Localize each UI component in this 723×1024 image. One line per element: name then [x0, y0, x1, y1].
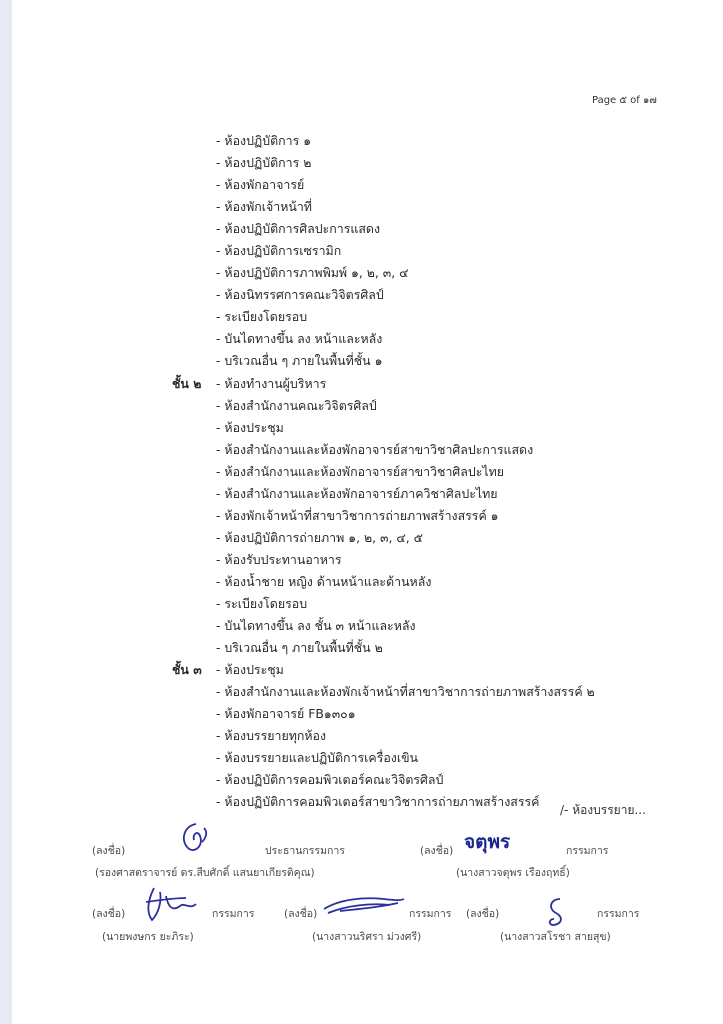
list-item [172, 593, 692, 615]
list-item [172, 306, 692, 328]
room-item: - ห้องปฏิบัติการ ๑ [216, 133, 312, 148]
room-item: - ห้องปฏิบัติการคอมพิวเตอร์คณะวิจิตรศิลป์ [216, 772, 444, 788]
room-item: - ห้องปฏิบัติการภาพพิมพ์ ๑, ๒, ๓, ๔ [216, 265, 409, 281]
room-item: - ห้องปฏิบัติการเซรามิก [216, 243, 342, 259]
room-item: - ระเบียงโดยรอบ [216, 595, 308, 611]
room-item: - ห้องประชุม [216, 662, 284, 678]
room-item: - ห้องบรรยายทุกห้อง [216, 728, 327, 744]
room-item: - บริเวณอื่น ๆ ภายในพื้นที่ชั้น ๒ [216, 640, 383, 656]
list-item [172, 284, 692, 306]
room-item: - ห้องบรรยายและปฏิบัติการเครื่องเขิน [216, 750, 419, 766]
room-item: - ห้องปฏิบัติการ ๒ [216, 155, 312, 171]
list-item [172, 461, 692, 483]
list-item [172, 130, 692, 152]
room-item: - ห้องสำนักงานและห้องพักอาจารย์สาขาวิชาศิลปะการแสดง [216, 441, 534, 457]
floor-label: ชั้น ๓ [172, 662, 202, 678]
room-item: - ห้องปฏิบัติการศิลปะการแสดง [216, 221, 381, 237]
member1-role: กรรมการ [566, 845, 609, 857]
list-item [172, 174, 692, 196]
chair-role: ประธานกรรมการ [265, 845, 345, 857]
member3-role: กรรมการ [409, 908, 452, 920]
room-item: - ห้องนิทรรศการคณะวิจิตรศิลป์ [216, 287, 384, 303]
chair-signature [174, 818, 214, 860]
sign-label-member1: (ลงชื่อ) [420, 845, 454, 857]
list-item [172, 439, 692, 461]
list-item [172, 196, 692, 218]
continuation-text: /- ห้องบรรยาย... [560, 803, 646, 817]
list-item [172, 659, 692, 681]
list-item [172, 350, 692, 372]
room-item: - ห้องสำนักงานและห้องพักเจ้าหน้าที่สาขาวิชาการถ่ายภาพสร้างสรรค์ ๒ [216, 684, 595, 700]
list-item [172, 637, 692, 659]
list-item [172, 571, 692, 593]
member2-name: (นายพงษกร ยะภิระ) [102, 931, 194, 943]
room-item: - ห้องปฏิบัติการคอมพิวเตอร์สาขาวิชาการถ่ายภาพสร้างสรรค์ [216, 794, 540, 810]
list-item [172, 152, 692, 174]
sign-label-member2: (ลงชื่อ) [92, 908, 126, 920]
room-item: - ห้องพักอาจารย์ FB๑๓๐๑ [216, 706, 356, 722]
list-item [172, 373, 692, 395]
list-item [172, 769, 692, 791]
room-item: - บริเวณอื่น ๆ ภายในพื้นที่ชั้น ๑ [216, 353, 383, 369]
room-item: - บันไดทางขึ้น ลง หน้าและหลัง [216, 331, 383, 347]
list-item [172, 328, 692, 350]
room-item: - ระเบียงโดยรอบ [216, 309, 308, 325]
member1-name: (นางสาวจตุพร เรืองฤทธิ์) [456, 867, 570, 879]
list-item [172, 483, 692, 505]
member1-signature [462, 826, 558, 856]
room-item: - ห้องพักเจ้าหน้าที่สาขาวิชาการถ่ายภาพสร้างสรรค์ ๑ [216, 507, 499, 523]
member4-signature [540, 893, 574, 929]
room-list [172, 130, 692, 813]
sign-label-member3: (ลงชื่อ) [284, 908, 318, 920]
room-item: - ห้องพักอาจารย์ [216, 177, 305, 193]
room-item: - ห้องปฏิบัติการถ่ายภาพ ๑, ๒, ๓, ๔, ๕ [216, 529, 423, 545]
list-item [172, 527, 692, 549]
room-item: - ห้องสำนักงานและห้องพักอาจารย์สาขาวิชาศิลปะไทย [216, 463, 505, 479]
member3-signature [320, 893, 408, 919]
room-item: - ห้องทำงานผู้บริหาร [216, 375, 327, 391]
room-item: - บันไดทางขึ้น ลง ชั้น ๓ หน้าและหลัง [216, 618, 416, 634]
room-item: - ห้องน้ำชาย หญิง ด้านหน้าและด้านหลัง [216, 573, 432, 589]
page-number: Page ๕ of ๑๗ [592, 95, 657, 106]
list-item [172, 615, 692, 637]
member2-signature [140, 882, 206, 926]
list-item [172, 747, 692, 769]
list-item [172, 262, 692, 284]
sign-label-member4: (ลงชื่อ) [466, 908, 500, 920]
member2-role: กรรมการ [212, 908, 255, 920]
list-item [172, 395, 692, 417]
list-item [172, 505, 692, 527]
member1-signature-text: จตุพร [464, 831, 511, 853]
list-item [172, 240, 692, 262]
list-item [172, 218, 692, 240]
member3-name: (นางสาวนริศรา ม่วงศรี) [312, 931, 422, 943]
chair-name: (รองศาสตราจารย์ ดร.สืบศักดิ์ แสนยาเกียรติคุณ) [95, 867, 315, 879]
list-item [172, 725, 692, 747]
scan-edge [0, 0, 12, 1024]
room-item: - ห้องสำนักงานและห้องพักอาจารย์ภาควิชาศิลปะไทย [216, 485, 498, 501]
list-item [172, 681, 692, 703]
list-item [172, 417, 692, 439]
floor-label: ชั้น ๒ [172, 375, 202, 391]
member4-name: (นางสาวสโรชา สายสุข) [500, 931, 611, 943]
room-item: - ห้องรับประทานอาหาร [216, 551, 342, 567]
list-item [172, 703, 692, 725]
room-item: - ห้องพักเจ้าหน้าที่ [216, 199, 312, 215]
sign-label-chair: (ลงชื่อ) [92, 845, 126, 857]
room-item: - ห้องสำนักงานคณะวิจิตรศิลป์ [216, 397, 377, 413]
room-item: - ห้องประชุม [216, 419, 284, 435]
list-item [172, 549, 692, 571]
member4-role: กรรมการ [597, 908, 640, 920]
